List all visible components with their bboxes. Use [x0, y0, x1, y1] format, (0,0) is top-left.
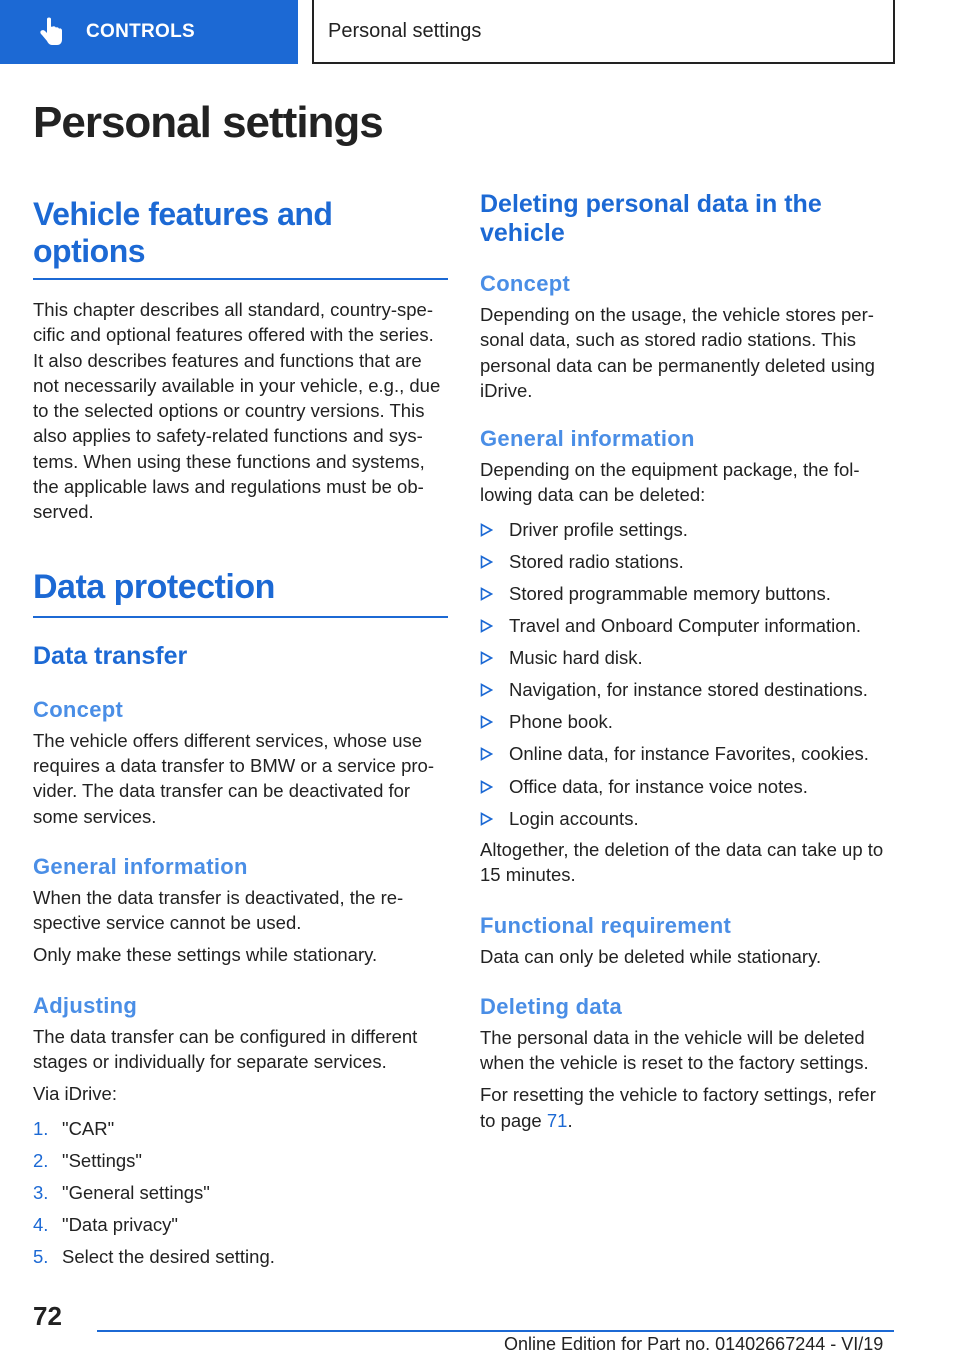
step-number: 5.: [33, 1246, 49, 1268]
adjusting-steps: [33, 1116, 448, 1270]
step-text: "CAR": [62, 1117, 115, 1139]
deleting-data-heading: Deleting data: [480, 993, 623, 1019]
triangle-bullet-icon: [480, 780, 493, 794]
step-text: Select the desired setting.: [62, 1246, 275, 1268]
breadcrumb: [312, 0, 895, 64]
general-information-paragraph: Depending on the equipment package, the fol-lowing data can be deleted:: [480, 459, 860, 506]
step-number: 1.: [33, 1117, 49, 1139]
list-item-text: Music hard disk.: [509, 647, 643, 669]
adjusting-via-idrive: Via iDrive:: [33, 1083, 117, 1105]
step-item: [33, 1116, 448, 1141]
general-information-paragraph: When the data transfer is deactivated, the re-spective service cannot be used.: [33, 886, 404, 934]
step-number: 4.: [33, 1213, 49, 1235]
deleting-data-paragraph: The personal data in the vehicle will be deleted when the vehicle is reset to the factory settings.: [480, 1026, 869, 1074]
right-column: [480, 190, 895, 1133]
list-item-text: Login accounts.: [509, 807, 639, 829]
list-item: [480, 517, 895, 542]
list-item: [480, 774, 895, 799]
list-item: [480, 613, 895, 638]
deletable-data-list: [480, 517, 895, 831]
triangle-bullet-icon: [480, 747, 493, 761]
triangle-bullet-icon: [480, 555, 493, 569]
data-protection-heading: Data protection: [33, 567, 275, 606]
footer-rule: [97, 1330, 894, 1332]
edition-text: Online Edition for Part no. 01402667244 - VI/19: [504, 1334, 884, 1354]
page-title: Personal settings: [33, 98, 383, 147]
list-item: [480, 677, 895, 702]
triangle-bullet-icon: [480, 523, 493, 537]
hand-pointer-icon: [38, 17, 64, 47]
step-text: "General settings": [62, 1181, 210, 1203]
concept-heading: Concept: [480, 271, 571, 296]
concept-heading: Concept: [33, 696, 124, 722]
data-transfer-heading: Data transfer: [33, 641, 188, 670]
list-item: [480, 709, 895, 734]
step-item: [33, 1212, 448, 1237]
list-item: [480, 581, 895, 606]
vehicle-features-heading: Vehicle features and options: [33, 196, 333, 269]
page-link[interactable]: 71: [546, 1109, 568, 1131]
step-item: [33, 1180, 448, 1205]
functional-requirement-paragraph: Data can only be deleted while stationary.: [480, 945, 822, 967]
triangle-bullet-icon: [480, 587, 493, 601]
reference-text: For resetting the vehicle to factory settings, refer to page: [480, 1084, 876, 1131]
deleting-data-reference: [480, 1082, 895, 1133]
section-rule: [33, 278, 448, 280]
list-item: [480, 806, 895, 831]
concept-paragraph: The vehicle offers different services, whose use requires a data transfer to BMW or a service pro-vider. The data transfer can be deactivated for some services.: [33, 729, 434, 827]
breadcrumb-label: Personal settings: [328, 19, 482, 42]
step-item: [33, 1244, 448, 1269]
triangle-bullet-icon: [480, 812, 493, 826]
triangle-bullet-icon: [480, 715, 493, 729]
left-column: [33, 190, 448, 1269]
functional-requirement-heading: Functional requirement: [480, 912, 732, 938]
reference-suffix: .: [567, 1109, 573, 1131]
deletion-duration-note: Altogether, the deletion of the data can take up to 15 minutes.: [480, 838, 884, 886]
list-item-text: Navigation, for instance stored destinations.: [509, 679, 868, 701]
step-text: "Settings": [62, 1149, 142, 1171]
general-information-heading: General information: [33, 853, 248, 879]
concept-paragraph: Depending on the usage, the vehicle stores per-sonal data, such as stored radio stations. This personal data can be permanently deleted using iDrive.: [480, 304, 875, 401]
step-item: [33, 1148, 448, 1173]
list-item-text: Office data, for instance voice notes.: [509, 775, 808, 797]
triangle-bullet-icon: [480, 651, 493, 665]
page-number: 72: [33, 1301, 62, 1331]
list-item: [480, 645, 895, 670]
step-number: 3.: [33, 1181, 49, 1203]
list-item: [480, 549, 895, 574]
adjusting-paragraph: The data transfer can be configured in different stages or individually for separate services.: [33, 1025, 418, 1073]
general-information-heading: General information: [480, 426, 695, 452]
general-information-paragraph: Only make these settings while stationary.: [33, 944, 378, 966]
list-item-text: Online data, for instance Favorites, cookies.: [509, 743, 869, 765]
list-item: [480, 741, 895, 766]
vehicle-features-paragraph: This chapter describes all standard, country-spe-cific and optional features offered with the series. It also describes features and functions that are not necessarily available in your vehicle, e.g., due to the selected options or country versions. This also applies to safety-related functions and sys-tems. When using these functions and systems, the applicable laws and regulations must be ob-served.: [33, 299, 441, 523]
section-rule: [33, 616, 448, 618]
list-item-text: Stored radio stations.: [509, 550, 684, 572]
adjusting-heading: Adjusting: [33, 992, 138, 1018]
triangle-bullet-icon: [480, 619, 493, 633]
list-item-text: Travel and Onboard Computer information.: [509, 615, 862, 637]
triangle-bullet-icon: [480, 683, 493, 697]
step-number: 2.: [33, 1149, 49, 1171]
step-text: "Data privacy": [62, 1213, 178, 1235]
section-tab-controls: [0, 0, 298, 64]
section-label: CONTROLS: [86, 21, 196, 42]
deleting-personal-data-heading: Deleting personal data in the vehicle: [480, 190, 822, 247]
list-item-text: Phone book.: [509, 711, 613, 733]
list-item-text: Stored programmable memory buttons.: [509, 582, 831, 604]
list-item-text: Driver profile settings.: [509, 518, 688, 540]
